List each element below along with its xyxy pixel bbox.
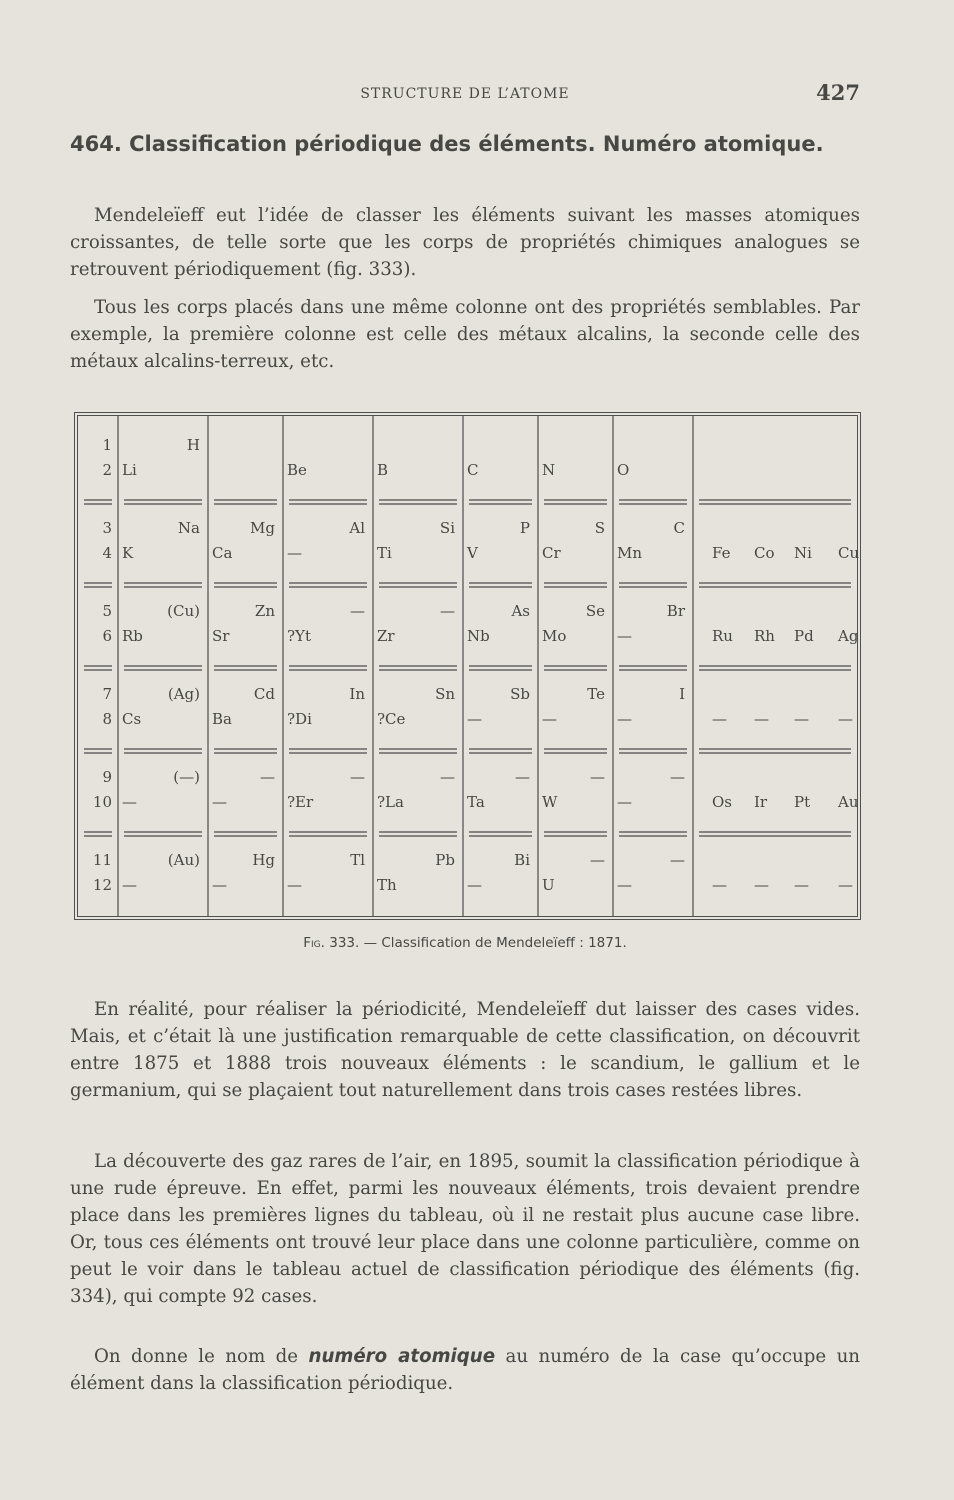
group8-element: — [794, 710, 809, 728]
row-number: 3 [102, 519, 112, 537]
element-symbol: — [515, 768, 530, 786]
element-symbol: I [679, 685, 685, 703]
element-symbol: — [590, 851, 605, 869]
element-symbol: C [673, 519, 685, 537]
group8-element: — [754, 710, 769, 728]
row-number: 1 [102, 436, 112, 454]
element-symbol: — [617, 876, 632, 894]
row-number: 8 [102, 710, 112, 728]
element-symbol: Hg [252, 851, 275, 869]
paragraph-5-end: au numéro de la case qu’occupe un élément dans la classification périodique. [70, 1346, 860, 1394]
element-symbol: — [670, 768, 685, 786]
page-number: 427 [816, 80, 860, 105]
element-symbol: (Ag) [167, 685, 200, 703]
group8-element: — [838, 710, 853, 728]
row-number: 9 [102, 768, 112, 786]
row-number: 7 [102, 685, 112, 703]
element-symbol: — [287, 876, 302, 894]
element-symbol: W [542, 793, 558, 811]
section-heading: 464. Classification périodique des éléments. Numéro atomique. [70, 132, 824, 156]
row-number: 10 [92, 793, 112, 811]
element-symbol: Se [585, 602, 605, 620]
element-symbol: — [212, 793, 227, 811]
element-symbol: K [122, 544, 134, 562]
element-symbol: Mo [542, 627, 567, 645]
paragraph-2: Tous les corps placés dans une même colonne ont des propriétés semblables. Par exemple, la première colonne est celle des métaux alcalins, la seconde celle des métaux alcalins-terreux, etc. [70, 297, 860, 372]
element-symbol: (Cu) [167, 602, 200, 620]
group8-element: Au [838, 793, 859, 811]
group8-element: Pd [794, 627, 814, 645]
element-symbol: — [440, 768, 455, 786]
element-symbol: Rb [122, 627, 143, 645]
group8-element: Fe [712, 544, 731, 562]
element-symbol: Zr [377, 627, 395, 645]
row-number: 12 [92, 876, 112, 894]
element-symbol: H [186, 436, 200, 454]
row-number: 5 [102, 602, 112, 620]
element-symbol: — [350, 602, 365, 620]
paragraph-3: En réalité, pour réaliser la périodicité, Mendeleïeff dut laisser des cases vides. Mais, et c’était là une justification remarquable de cette classification, on découvrit entre 1875 et 1888 trois nouveaux éléments : le scandium, le gallium et le germanium, qui se plaçaient tout naturellement dans trois cases restées libres. [70, 999, 860, 1101]
element-symbol: ?La [377, 793, 404, 811]
element-symbol: Si [439, 519, 455, 537]
group8-element: Cu [838, 544, 860, 562]
element-symbol: Pb [435, 851, 455, 869]
group8-element: Pt [794, 793, 811, 811]
group8-element: — [712, 710, 727, 728]
element-symbol: Cr [542, 544, 561, 562]
figure-caption-text: — Classification de Mendeleïeff : 1871. [359, 935, 627, 951]
element-symbol: Ba [212, 710, 232, 728]
mendeleev-table-figure [74, 412, 861, 920]
element-symbol: — [467, 876, 482, 894]
key-term: numéro atomique [308, 1346, 496, 1367]
group8-element: Ag [838, 627, 859, 645]
group8-element: Ni [794, 544, 812, 562]
group8-element: Ir [754, 793, 768, 811]
element-symbol: Tl [350, 851, 365, 869]
element-symbol: — [590, 768, 605, 786]
element-symbol: Te [587, 685, 605, 703]
group8-element: — [794, 876, 809, 894]
figure-label: Fig. 333. [303, 935, 360, 951]
element-symbol: U [542, 876, 555, 894]
element-symbol: Ca [212, 544, 233, 562]
element-symbol: — [617, 710, 632, 728]
group8-element: — [838, 876, 853, 894]
element-symbol: Na [177, 519, 200, 537]
element-symbol: — [350, 768, 365, 786]
group8-element: Os [712, 793, 732, 811]
element-symbol: — [260, 768, 275, 786]
element-symbol: — [617, 627, 632, 645]
element-symbol: ?Ce [377, 710, 406, 728]
element-symbol: B [377, 461, 389, 479]
group8-element: Rh [754, 627, 775, 645]
element-symbol: — [670, 851, 685, 869]
element-symbol: Nb [467, 627, 490, 645]
element-symbol: Be [287, 461, 307, 479]
element-symbol: As [511, 602, 530, 620]
figure-caption [70, 935, 860, 951]
row-number: 6 [102, 627, 112, 645]
element-symbol: Bi [514, 851, 530, 869]
group8-element: Ru [712, 627, 733, 645]
paragraph-5-start: On donne le nom de [94, 1346, 309, 1367]
group8-element: — [754, 876, 769, 894]
element-symbol: Th [377, 876, 397, 894]
element-symbol: — [212, 876, 227, 894]
element-symbol: — [122, 876, 137, 894]
element-symbol: N [542, 461, 556, 479]
element-symbol: ?Er [287, 793, 314, 811]
element-symbol: Mn [617, 544, 643, 562]
mendeleev-table [78, 416, 860, 916]
element-symbol: ?Yt [287, 627, 311, 645]
group8-element: — [712, 876, 727, 894]
element-symbol: — [440, 602, 455, 620]
element-symbol: P [519, 519, 530, 537]
element-symbol: — [122, 793, 137, 811]
element-symbol: Sr [212, 627, 230, 645]
element-symbol: Mg [250, 519, 275, 537]
element-symbol: (—) [173, 768, 200, 786]
element-symbol: Sn [435, 685, 455, 703]
running-head-title: STRUCTURE DE L’ATOME [360, 86, 570, 102]
element-symbol: In [349, 685, 365, 703]
element-symbol: Al [349, 519, 365, 537]
element-symbol: ?Di [287, 710, 312, 728]
element-symbol: — [287, 544, 302, 562]
element-symbol: Li [122, 461, 137, 479]
element-symbol: Sb [510, 685, 530, 703]
element-symbol: — [542, 710, 557, 728]
row-number: 2 [102, 461, 112, 479]
element-symbol: Cd [253, 685, 275, 703]
running-head [70, 80, 860, 105]
element-symbol: (Au) [167, 851, 200, 869]
element-symbol: Ti [377, 544, 392, 562]
element-symbol: — [617, 793, 632, 811]
element-symbol: Cs [122, 710, 142, 728]
element-symbol: — [467, 710, 482, 728]
element-symbol: Ta [467, 793, 485, 811]
row-number: 11 [92, 851, 112, 869]
paragraph-5 [70, 1343, 860, 1397]
row-number: 4 [102, 544, 112, 562]
group8-element: Co [754, 544, 775, 562]
element-symbol: Br [666, 602, 685, 620]
element-symbol: O [617, 461, 630, 479]
element-symbol: Zn [254, 602, 275, 620]
element-symbol: V [467, 544, 478, 562]
element-symbol: C [467, 461, 479, 479]
paragraph-4: La découverte des gaz rares de l’air, en 1895, soumit la classification périodique à une rude épreuve. En effet, parmi les nouveaux éléments, trois devaient prendre place dans les premières lignes du tableau, où il ne restait plus aucune case libre. Or, tous ces éléments ont trouvé leur place dans une colonne particulière, comme on peut le voir dans le tableau actuel de classification périodique des éléments (fig. 334), qui compte 92 cases. [70, 1151, 860, 1307]
paragraph-1: Mendeleïeff eut l’idée de classer les éléments suivant les masses atomiques croissantes, de telle sorte que les corps de propriétés chimiques analogues se retrouvent périodiquement (fig. 333). [70, 205, 860, 280]
element-symbol: S [594, 519, 605, 537]
